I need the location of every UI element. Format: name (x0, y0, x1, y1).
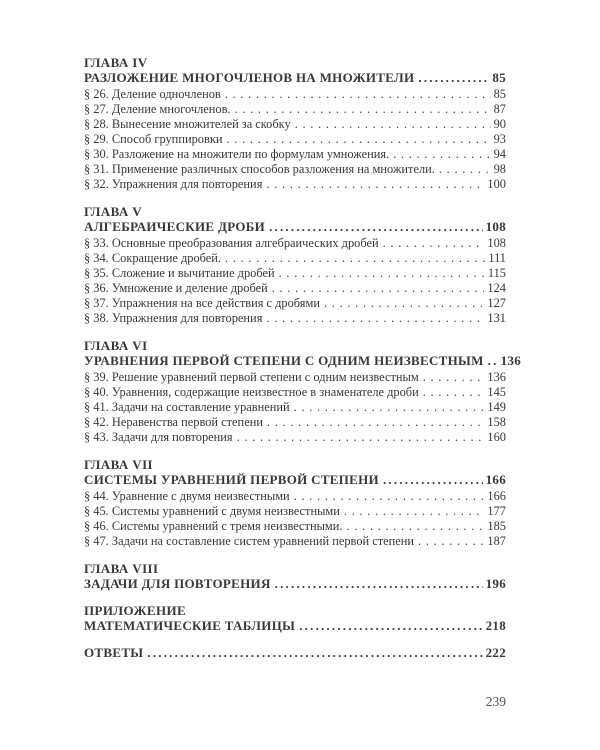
toc-entry (84, 296, 506, 311)
entry-title: § 41. Задачи на составление уравнений (84, 400, 290, 414)
dot-leader (347, 519, 485, 534)
toc-entry (84, 430, 506, 445)
chapter-row (84, 576, 506, 591)
entry-title: § 34. Сокращение дробей. (84, 251, 222, 265)
entry-title: § 33. Основные преобразования алгебраических дробей (84, 236, 379, 250)
entry-title: § 35. Сложение и вычитание дробей (84, 266, 275, 280)
toc-entry (84, 400, 506, 415)
toc-entry (84, 504, 506, 519)
entry-title: § 28. Вынесение множителей за скобку (84, 117, 291, 131)
entry-page-number: 149 (487, 400, 506, 414)
chapter-row (84, 70, 506, 85)
toc-entry (84, 177, 506, 192)
entry-page-number: 158 (487, 415, 506, 429)
dot-leader (267, 415, 484, 430)
entry-title: § 39. Решение уравнений первой степени с одним неизвестным (84, 370, 419, 384)
entry-title: § 47. Задачи на составление систем уравнений первой степени (84, 534, 415, 548)
chapter-row (84, 645, 506, 660)
dot-leader (226, 132, 490, 147)
toc-section (84, 645, 506, 660)
dot-leader (237, 430, 485, 445)
chapter-title: ЗАДАЧИ ДЛЯ ПОВТОРЕНИЯ (84, 576, 271, 591)
entry-page-number: 115 (487, 266, 506, 280)
dot-leader (147, 645, 482, 660)
toc-entry (84, 236, 506, 251)
entry-page-number: 185 (487, 519, 506, 533)
entry-page-number: 166 (487, 489, 506, 503)
toc-entry (84, 370, 506, 385)
chapter-title: МАТЕМАТИЧЕСКИЕ ТАБЛИЦЫ (84, 618, 296, 633)
dot-leader (439, 162, 491, 177)
dot-leader (423, 385, 485, 400)
entry-title: § 45. Системы уравнений с двумя неизвестными (84, 504, 340, 518)
toc-entry (84, 102, 506, 117)
toc-entry (84, 385, 506, 400)
chapter-page-number: 136 (500, 353, 522, 368)
chapter-title: СИСТЕМЫ УРАВНЕНИЙ ПЕРВОЙ СТЕПЕНИ (84, 472, 379, 487)
entry-title: § 37. Упражнения на все действия с дробями (84, 296, 320, 310)
entry-page-number: 111 (488, 251, 506, 265)
dot-leader (294, 400, 485, 415)
dot-leader (225, 251, 485, 266)
dot-leader (383, 472, 483, 487)
chapter-title: УРАВНЕНИЯ ПЕРВОЙ СТЕПЕНИ С ОДНИМ НЕИЗВЕСТНЫМ (84, 353, 484, 368)
entry-title: § 40. Уравнения, содержащие неизвестное в знаменателе дроби (84, 385, 419, 399)
toc-entry (84, 132, 506, 147)
dot-leader (344, 504, 485, 519)
dot-leader (269, 219, 483, 234)
toc-section (84, 338, 522, 445)
chapter-page-number: 218 (485, 618, 506, 633)
chapter-label: ГЛАВА VI (84, 338, 148, 353)
chapter-page-number: 196 (485, 576, 506, 591)
section-entries (84, 370, 506, 445)
entry-page-number: 187 (487, 534, 506, 548)
entry-page-number: 90 (493, 117, 506, 131)
entry-page-number: 108 (487, 236, 506, 250)
toc-entry (84, 534, 506, 549)
dot-leader (324, 296, 484, 311)
chapter-label: ГЛАВА V (84, 204, 143, 219)
dot-leader (383, 236, 485, 251)
chapter-title: АЛГЕБРАИЧЕСКИЕ ДРОБИ (84, 219, 266, 234)
chapter-page-number: 108 (485, 219, 506, 234)
chapter-row (84, 618, 506, 633)
section-entries (84, 236, 506, 326)
toc-entry (84, 519, 506, 534)
chapter-page-number: 222 (485, 645, 506, 660)
toc-entry (84, 266, 506, 281)
page-number: 239 (485, 694, 506, 709)
toc-entry (84, 162, 506, 177)
dot-leader (235, 102, 491, 117)
dot-leader (272, 281, 485, 296)
dot-leader (299, 618, 482, 633)
toc-entry (84, 87, 506, 102)
dot-leader (295, 117, 491, 132)
dot-leader (418, 534, 484, 549)
dot-leader (266, 311, 484, 326)
toc-section (84, 204, 506, 326)
toc-entry (84, 281, 506, 296)
dot-leader (275, 576, 483, 591)
entry-title: § 30. Разложение на множители по формулам умножения. (84, 147, 390, 161)
entry-title: § 36. Умножение и деление дробей (84, 281, 268, 295)
entry-page-number: 177 (487, 504, 506, 518)
chapter-label: ГЛАВА VIII (84, 561, 159, 576)
entry-title: § 46. Системы уравнений с тремя неизвестными. (84, 519, 343, 533)
entry-page-number: 131 (487, 311, 506, 325)
chapter-row (84, 219, 506, 234)
toc-section (84, 457, 506, 549)
table-of-contents (84, 55, 522, 660)
entry-page-number: 124 (487, 281, 506, 295)
toc-section (84, 55, 506, 192)
entry-page-number: 127 (487, 296, 506, 310)
entry-title: § 38. Упражнения для повторения (84, 311, 263, 325)
dot-leader (393, 147, 490, 162)
chapter-row (84, 353, 522, 368)
toc-entry (84, 311, 506, 326)
chapter-label: ПРИЛОЖЕНИЕ (84, 603, 187, 618)
entry-page-number: 100 (487, 177, 506, 191)
toc-entry (84, 147, 506, 162)
dot-leader (488, 353, 498, 368)
dot-leader (266, 177, 484, 192)
entry-page-number: 87 (493, 102, 506, 116)
toc-section (84, 561, 506, 591)
entry-page-number: 94 (493, 147, 506, 161)
entry-title: § 29. Способ группировки (84, 132, 223, 146)
entry-title: § 26. Деление одночленов (84, 87, 221, 101)
dot-leader (418, 70, 489, 85)
chapter-row (84, 472, 506, 487)
entry-page-number: 85 (493, 87, 506, 101)
entry-title: § 43. Задачи для повторения (84, 430, 233, 444)
section-entries (84, 87, 506, 192)
entry-page-number: 136 (487, 370, 506, 384)
toc-entry (84, 489, 506, 504)
dot-leader (225, 87, 491, 102)
chapter-label: ГЛАВА IV (84, 55, 148, 70)
entry-title: § 32. Упражнения для повторения (84, 177, 263, 191)
entry-page-number: 145 (487, 385, 506, 399)
chapter-page-number: 166 (485, 472, 506, 487)
entry-page-number: 98 (493, 162, 506, 176)
entry-title: § 31. Применение различных способов разложения на множители. (84, 162, 435, 176)
toc-entry (84, 117, 506, 132)
toc-section (84, 603, 506, 633)
dot-leader (423, 370, 485, 385)
chapter-label: ГЛАВА VII (84, 457, 153, 472)
entry-page-number: 160 (487, 430, 506, 444)
entry-title: § 27. Деление многочленов. (84, 102, 231, 116)
dot-leader (294, 489, 485, 504)
entry-title: § 42. Неравенства первой степени (84, 415, 263, 429)
chapter-page-number: 85 (492, 70, 506, 85)
section-entries (84, 489, 506, 549)
entry-title: § 44. Уравнение с двумя неизвестными (84, 489, 290, 503)
toc-entry (84, 415, 506, 430)
dot-leader (279, 266, 485, 281)
chapter-title: ОТВЕТЫ (84, 645, 144, 660)
entry-page-number: 93 (493, 132, 506, 146)
chapter-title: РАЗЛОЖЕНИЕ МНОГОЧЛЕНОВ НА МНОЖИТЕЛИ (84, 70, 415, 85)
toc-entry (84, 251, 506, 266)
